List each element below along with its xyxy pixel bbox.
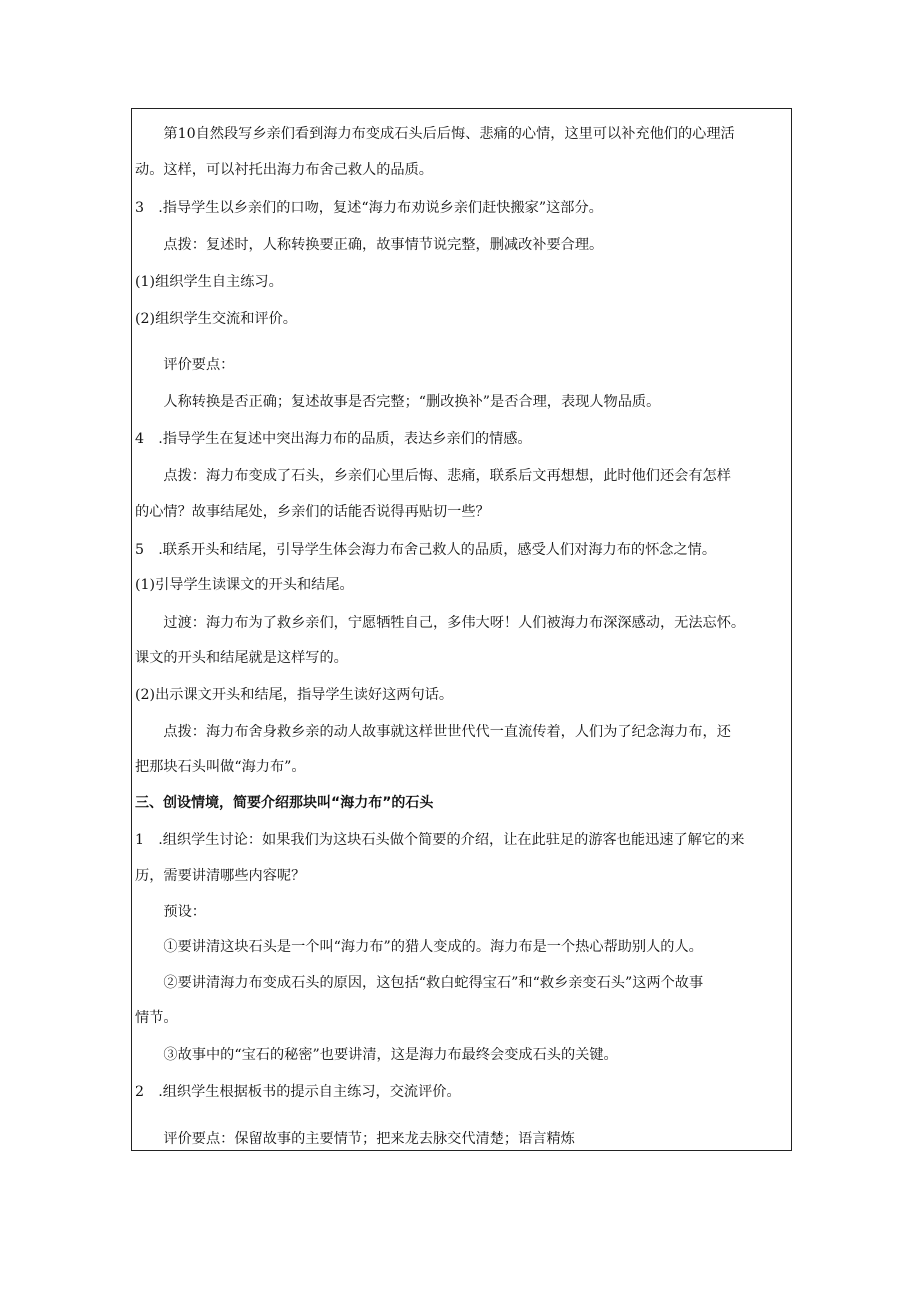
text-line: 评价要点：保留故事的主要情节；把来龙去脉交代清楚；语言精炼	[135, 1131, 575, 1147]
text-line: 第10自然段写乡亲们看到海力布变成石头后后悔、悲痛的心情，这里可以补充他们的心理活	[135, 126, 735, 142]
text-line: 点拨：海力布舍身救乡亲的动人故事就这样世世代代一直流传着，人们为了纪念海力布，还	[135, 724, 731, 740]
list-item: (1)组织学生自主练习。	[135, 274, 283, 290]
list-item: ③故事中的“宝石的秘密”也要讲清，这是海力布最终会变成石头的关键。	[135, 1047, 618, 1063]
text-line: 的心情？故事结尾处，乡亲们的话能否说得再贴切一些？	[135, 504, 490, 520]
list-item: 2 .组织学生根据板书的提示自主练习，交流评价。	[135, 1084, 461, 1100]
list-item: ①要讲清这块石头是一个叫“海力布”的猎人变成的。海力布是一个热心帮助别人的人。	[135, 939, 703, 955]
section-heading: 三、创设情境，简要介绍那块叫“海力布”的石头	[135, 795, 434, 811]
text-line: 预设：	[135, 904, 206, 920]
text-line: 点拨：复述时，人称转换要正确，故事情节说完整，删减改补要合理。	[135, 237, 604, 253]
list-item: (2)出示课文开头和结尾，指导学生读好这两句话。	[135, 687, 454, 703]
list-item: 1 .组织学生讨论：如果我们为这块石头做个简要的介绍，让在此驻足的游客也能迅速了解它的来	[135, 832, 745, 848]
list-item: 5 .联系开头和结尾，引导学生体会海力布舍己救人的品质，感受人们对海力布的怀念之情。	[135, 542, 717, 558]
text-line: 情节。	[135, 1010, 178, 1026]
list-item: 3 .指导学生以乡亲们的口吻，复述“海力布劝说乡亲们赶快搬家”这部分。	[135, 200, 603, 216]
text-line: 把那块石头叫做“海力布”。	[135, 759, 306, 775]
text-line: 历，需要讲清哪些内容呢？	[135, 868, 306, 884]
list-item: (2)组织学生交流和评价。	[135, 311, 297, 327]
text-line: 评价要点：	[135, 357, 235, 373]
text-line: 动。这样，可以衬托出海力布舍己救人的品质。	[135, 162, 433, 178]
text-line: 过渡：海力布为了救乡亲们，宁愿牺牲自己，多伟大呀！人们被海力布深深感动，无法忘怀。	[135, 615, 746, 631]
list-item: ②要讲清海力布变成石头的原因，这包括“救白蛇得宝石”和“救乡亲变石头”这两个故事	[135, 975, 704, 991]
text-line: 课文的开头和结尾就是这样写的。	[135, 650, 348, 666]
text-line: 人称转换是否正确；复述故事是否完整；“删改换补”是否合理，表现人物品质。	[135, 394, 661, 410]
list-item: (1)引导学生读课文的开头和结尾。	[135, 577, 354, 593]
list-item: 4 .指导学生在复述中突出海力布的品质，表达乡亲们的情感。	[135, 431, 532, 447]
text-line: 点拨：海力布变成了石头，乡亲们心里后悔、悲痛，联系后文再想想，此时他们还会有怎样	[135, 468, 731, 484]
